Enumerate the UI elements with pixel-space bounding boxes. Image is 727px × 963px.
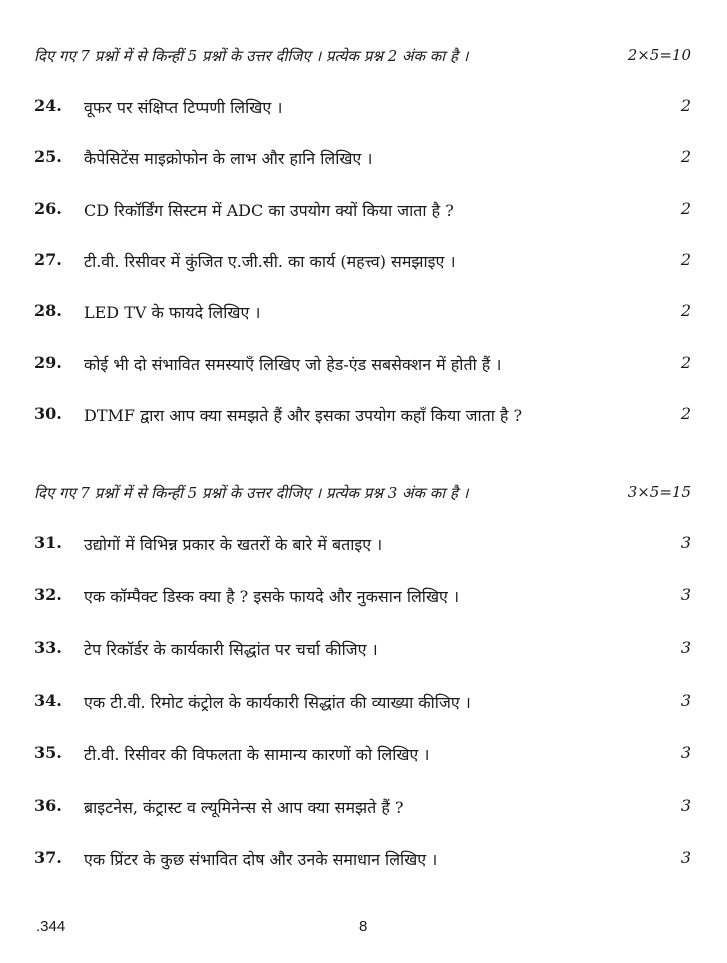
question-marks: 2 [680,199,691,218]
question-number: 26. [34,199,62,218]
question-row [34,796,691,822]
question-text: कोई भी दो संभावित समस्याएँ लिखिए जो हेड-एंड सबसेक्शन में होती हैं । [84,355,502,374]
question-row [34,147,691,173]
question-number: 35. [34,743,62,762]
question-number: 33. [34,638,62,657]
question-row [34,353,691,379]
question-text: एक प्रिंटर के कुछ संभावित दोष और उनके समाधान लिखिए । [84,850,438,869]
question-marks: 2 [680,353,691,372]
instruction-text: दिए गए 7 प्रश्नों में से किन्हीं 5 प्रश्नों के उत्तर दीजिए । प्रत्येक प्रश्न 3 अंक का है । [34,484,469,502]
question-row [34,250,691,276]
question-marks: 3 [680,585,691,604]
question-text: LED TV के फायदे लिखिए । [84,303,261,322]
question-number: 24. [34,96,62,115]
question-text: टी.वी. रिसीवर में कुंजित ए.जी.सी. का कार्य (महत्त्व) समझाइए । [84,252,456,271]
question-text: टी.वी. रिसीवर की विफलता के सामान्य कारणों को लिखिए । [84,745,430,764]
question-marks: 3 [680,848,691,867]
question-text: टेप रिकॉर्डर के कार्यकारी सिद्धांत पर चर्चा कीजिए । [84,640,378,659]
paper-code: .344 [36,918,66,935]
question-row [34,533,691,559]
question-number: 29. [34,353,62,372]
question-text: ब्राइटनेस, कंट्रास्ट व ल्यूमिनेन्स से आप क्या समझते हैं ? [84,798,404,817]
question-number: 31. [34,533,62,552]
question-marks: 2 [680,404,691,423]
question-marks: 2 [680,301,691,320]
question-text: CD रिकॉर्डिंग सिस्टम में ADC का उपयोग क्यों किया जाता है ? [84,201,454,220]
question-row [34,404,691,430]
question-marks: 3 [680,638,691,657]
section-marks: 2×5=10 [627,46,691,64]
question-number: 30. [34,404,62,423]
section-instruction [34,46,691,70]
question-marks: 3 [680,533,691,552]
question-number: 32. [34,585,62,604]
question-marks: 3 [680,743,691,762]
question-row [34,199,691,225]
question-marks: 2 [680,250,691,269]
question-row [34,743,691,769]
question-text: एक कॉम्पैक्ट डिस्क क्या है ? इसके फायदे और नुकसान लिखिए । [84,587,460,606]
page-number: 8 [359,918,368,935]
section-instruction [34,483,691,507]
question-text: एक टी.वी. रिमोट कंट्रोल के कार्यकारी सिद्धांत की व्याख्या कीजिए । [84,693,471,712]
question-number: 34. [34,691,62,710]
question-text: उद्योगों में विभिन्न प्रकार के खतरों के बारे में बताइए । [84,535,383,554]
question-row [34,96,691,122]
question-number: 25. [34,147,62,166]
question-text: वूफर पर संक्षिप्त टिप्पणी लिखिए । [84,98,283,117]
question-marks: 2 [680,147,691,166]
question-number: 28. [34,301,62,320]
question-number: 37. [34,848,62,867]
question-row [34,638,691,664]
question-marks: 3 [680,691,691,710]
instruction-text: दिए गए 7 प्रश्नों में से किन्हीं 5 प्रश्नों के उत्तर दीजिए । प्रत्येक प्रश्न 2 अंक का है । [34,47,469,65]
question-row [34,848,691,874]
question-marks: 2 [680,96,691,115]
question-row [34,301,691,327]
question-row [34,691,691,717]
question-text: DTMF द्वारा आप क्या समझते हैं और इसका उपयोग कहाँ किया जाता है ? [84,406,523,425]
question-row [34,585,691,611]
question-text: कैपेसिटेंस माइक्रोफोन के लाभ और हानि लिखिए । [84,149,373,168]
question-marks: 3 [680,796,691,815]
question-number: 36. [34,796,62,815]
question-number: 27. [34,250,62,269]
section-marks: 3×5=15 [627,483,691,501]
